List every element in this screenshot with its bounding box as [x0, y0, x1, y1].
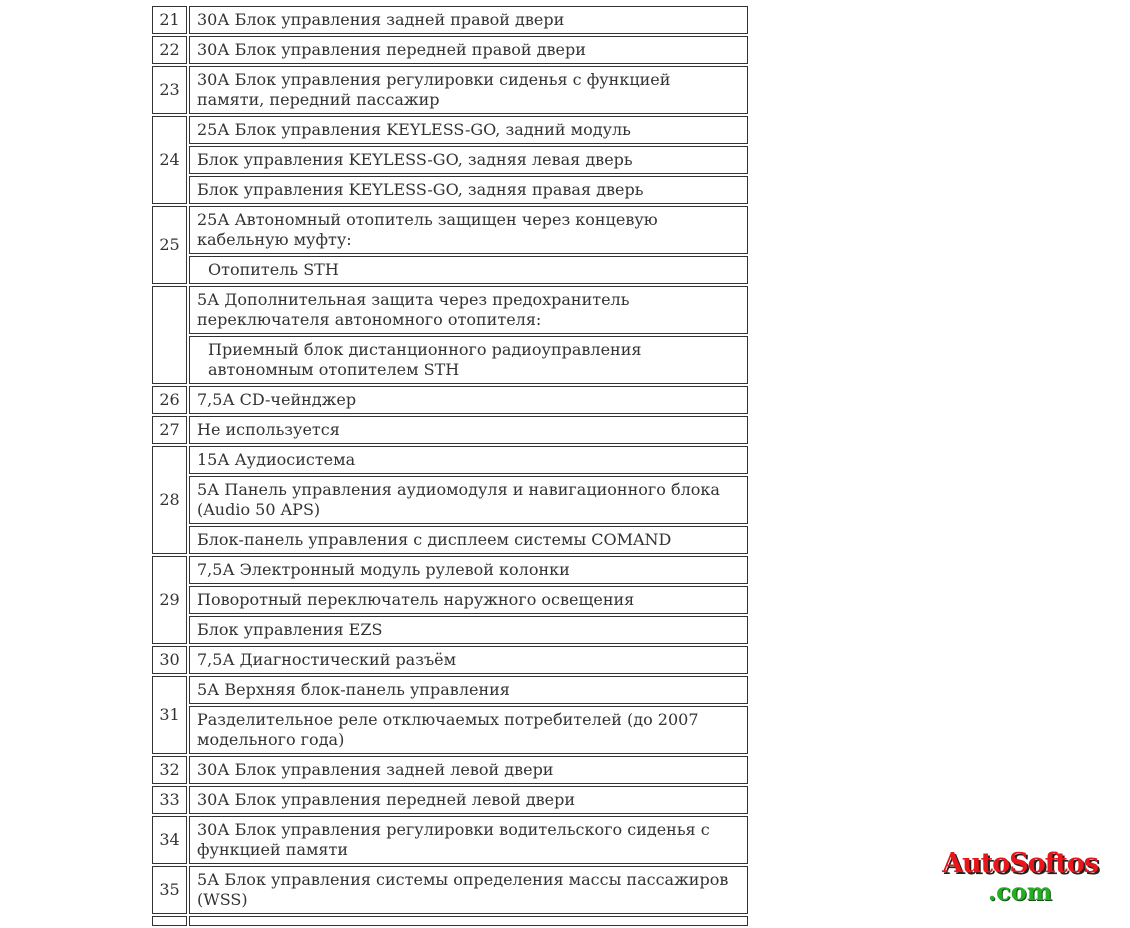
fuse-number: 21	[152, 6, 187, 34]
fuse-description: Не используется	[189, 416, 748, 444]
table-row	[152, 256, 748, 284]
fuse-description: 30А Блок управления передней левой двери	[189, 786, 748, 814]
table-row	[152, 146, 748, 174]
fuse-number: 27	[152, 416, 187, 444]
table-row	[152, 556, 748, 584]
fuse-description: Отопитель STH	[189, 256, 748, 284]
fuse-description: 5А Верхняя блок-панель управления	[189, 676, 748, 704]
table-row	[152, 526, 748, 554]
fuse-number: 33	[152, 786, 187, 814]
table-row	[152, 66, 748, 114]
fuse-description: 7,5А Электронный модуль рулевой колонки	[189, 556, 748, 584]
fuse-number: 31	[152, 676, 187, 754]
table-row	[152, 786, 748, 814]
fuse-description: 30А Блок управления регулировки сиденья с функцией памяти, передний пассажир	[189, 66, 748, 114]
table-row	[152, 476, 748, 524]
table-row	[152, 756, 748, 784]
fuse-number	[152, 286, 187, 384]
fuse-number: 35	[152, 866, 187, 914]
table-row	[152, 206, 748, 254]
fuse-number: 34	[152, 816, 187, 864]
table-row	[152, 416, 748, 444]
table-row	[152, 816, 748, 864]
fuse-description: 30А Блок управления регулировки водительского сиденья с функцией памяти	[189, 816, 748, 864]
table-row	[152, 176, 748, 204]
table-row	[152, 386, 748, 414]
fuse-number: 29	[152, 556, 187, 644]
fuse-description: Блок управления KEYLESS-GO, задняя левая дверь	[189, 146, 748, 174]
fuse-table	[150, 4, 750, 928]
watermark-domain: .com	[987, 877, 1053, 906]
table-row	[152, 286, 748, 334]
fuse-description: 7,5А CD-чейнджер	[189, 386, 748, 414]
table-row	[152, 616, 748, 644]
table-row	[152, 646, 748, 674]
fuse-description: 25А Автономный отопитель защищен через концевую кабельную муфту:	[189, 206, 748, 254]
fuse-description: Блок-панель управления с дисплеем системы COMAND	[189, 526, 748, 554]
table-row	[152, 116, 748, 144]
fuse-description: 5А Панель управления аудиомодуля и навигационного блока (Audio 50 APS)	[189, 476, 748, 524]
fuse-number: 25	[152, 206, 187, 284]
fuse-description: Блок управления KEYLESS-GO, задняя правая дверь	[189, 176, 748, 204]
watermark-logo	[925, 850, 1115, 906]
table-row	[152, 6, 748, 34]
fuse-description: 5А Блок управления системы определения массы пассажиров (WSS)	[189, 866, 748, 914]
watermark-name: AutoSoftos	[942, 848, 1098, 879]
table-row	[152, 336, 748, 384]
fuse-description: 5А Дополнительная защита через предохранитель переключателя автономного отопителя:	[189, 286, 748, 334]
fuse-description: 7,5А Диагностический разъём	[189, 646, 748, 674]
fuse-description: Приемный блок дистанционного радиоуправления автономным отопителем STH	[189, 336, 748, 384]
fuse-description: Поворотный переключатель наружного освещения	[189, 586, 748, 614]
fuse-number: 24	[152, 116, 187, 204]
fuse-description: 15А Аудиосистема	[189, 446, 748, 474]
fuse-description: 30А Блок управления передней правой двери	[189, 36, 748, 64]
fuse-description: 25А Блок управления KEYLESS-GO, задний модуль	[189, 116, 748, 144]
fuse-description	[189, 916, 748, 926]
fuse-number: 26	[152, 386, 187, 414]
table-row	[152, 676, 748, 704]
table-row	[152, 866, 748, 914]
fuse-description: 30А Блок управления задней правой двери	[189, 6, 748, 34]
fuse-number	[152, 916, 187, 926]
fuse-number: 32	[152, 756, 187, 784]
fuse-number: 30	[152, 646, 187, 674]
table-row	[152, 586, 748, 614]
table-row	[152, 446, 748, 474]
table-row	[152, 916, 748, 926]
fuse-number: 23	[152, 66, 187, 114]
table-row	[152, 706, 748, 754]
fuse-description: 30А Блок управления задней левой двери	[189, 756, 748, 784]
fuse-description: Разделительное реле отключаемых потребителей (до 2007 модельного года)	[189, 706, 748, 754]
fuse-number: 22	[152, 36, 187, 64]
fuse-number: 28	[152, 446, 187, 554]
table-row	[152, 36, 748, 64]
fuse-description: Блок управления EZS	[189, 616, 748, 644]
